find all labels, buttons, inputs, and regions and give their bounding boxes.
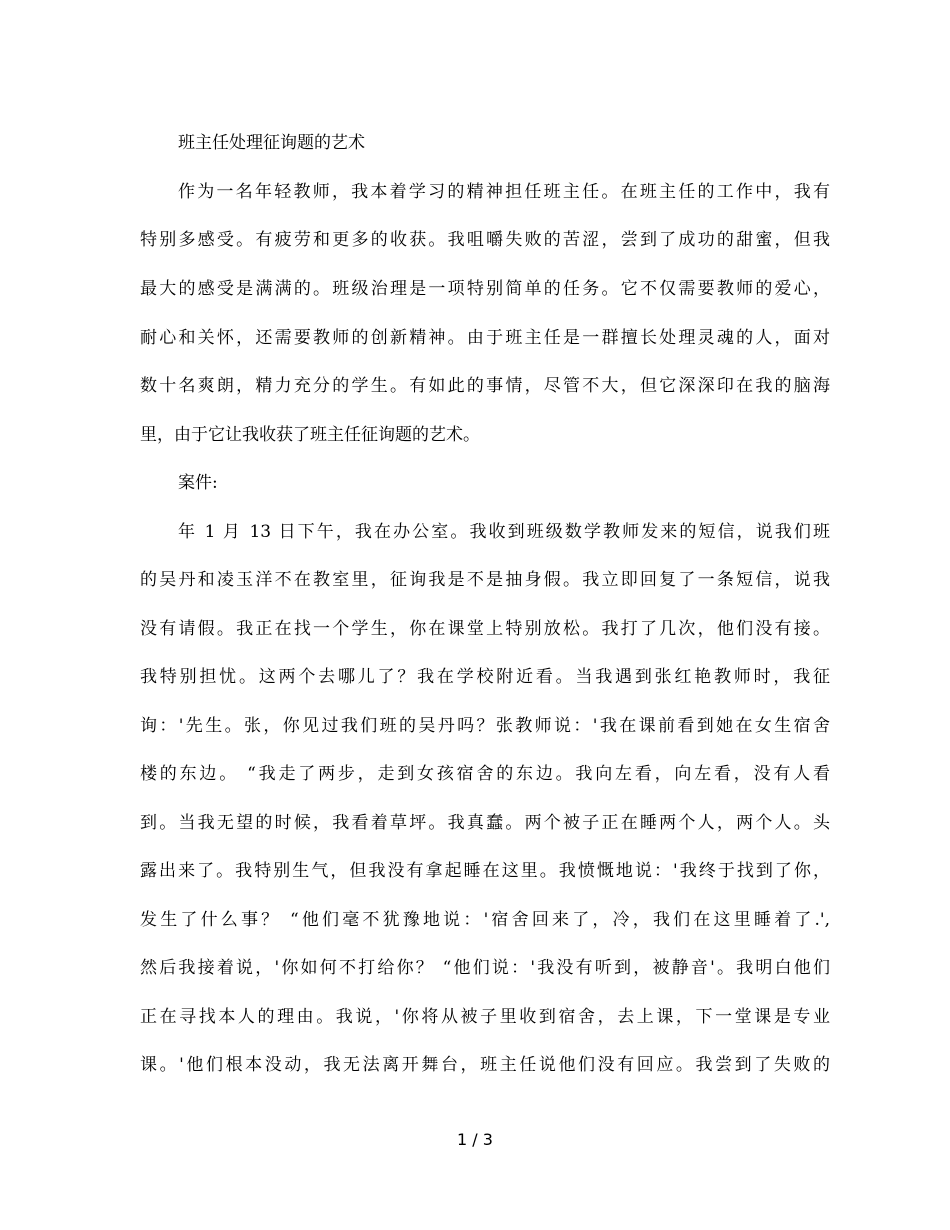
paragraph-line: 数十名爽朗，精力充分的学生。有如此的事情，尽管不大，但它深深印在我的脑海 <box>140 376 830 396</box>
paragraph-line: 发生了什么事？ “他们毫不犹豫地说：'宿舍回来了，冷，我们在这里睡着了.', <box>140 910 830 930</box>
page-number: 1 / 3 <box>457 1130 493 1149</box>
paragraph-line: 作为一名年轻教师，我本着学习的精神担任班主任。在班主任的工作中，我有 <box>178 182 830 202</box>
paragraph-line: 然后我接着说，'你如何不打给你？ “他们说：'我没有听到，被静音'。我明白他们 <box>140 958 830 978</box>
paragraph-line: 课。'他们根本没动，我无法离开舞台，班主任说他们没有回应。我尝到了失败的 <box>140 1055 830 1075</box>
paragraph-line: 里，由于它让我收获了班主任征询题的艺术。 <box>140 425 480 445</box>
paragraph-line: 的吴丹和凌玉洋不在教室里，征询我是不是抽身假。我立即回复了一条短信，说我 <box>140 570 830 590</box>
paragraph-line: 没有请假。我正在找一个学生，你在课堂上特别放松。我打了几次，他们没有接。 <box>140 619 830 639</box>
section-heading: 案件: <box>178 473 218 493</box>
paragraph-line: 露出来了。我特别生气，但我没有拿起睡在这里。我愤慨地说：'我终于找到了你， <box>140 861 830 881</box>
document-title: 班主任处理征询题的艺术 <box>178 133 365 153</box>
paragraph-line: 询：'先生。张，你见过我们班的吴丹吗？张教师说：'我在课前看到她在女生宿舍 <box>140 716 830 736</box>
paragraph-line: 最大的感受是满满的。班级治理是一项特别简单的任务。它不仅需要教师的爱心， <box>140 279 830 299</box>
paragraph-line: 正在寻找本人的理由。我说，'你将从被子里收到宿舍，去上课，下一堂课是专业 <box>140 1007 830 1027</box>
paragraph-line: 到。当我无望的时候，我看着草坪。我真蠢。两个被子正在睡两个人，两个人。头 <box>140 813 830 833</box>
paragraph-line: 楼的东边。 “我走了两步，走到女孩宿舍的东边。我向左看，向左看，没有人看 <box>140 764 830 784</box>
paragraph-line: 我特别担忧。这两个去哪儿了？我在学校附近看。当我遇到张红艳教师时，我征 <box>140 667 830 687</box>
paragraph-line: 特别多感受。有疲劳和更多的收获。我咀嚼失败的苦涩，尝到了成功的甜蜜，但我 <box>140 230 830 250</box>
paragraph-line: 年 1 月 13 日下午，我在办公室。我收到班级数学教师发来的短信，说我们班 <box>178 522 830 542</box>
paragraph-line: 耐心和关怀，还需要教师的创新精神。由于班主任是一群擅长处理灵魂的人，面对 <box>140 328 830 348</box>
